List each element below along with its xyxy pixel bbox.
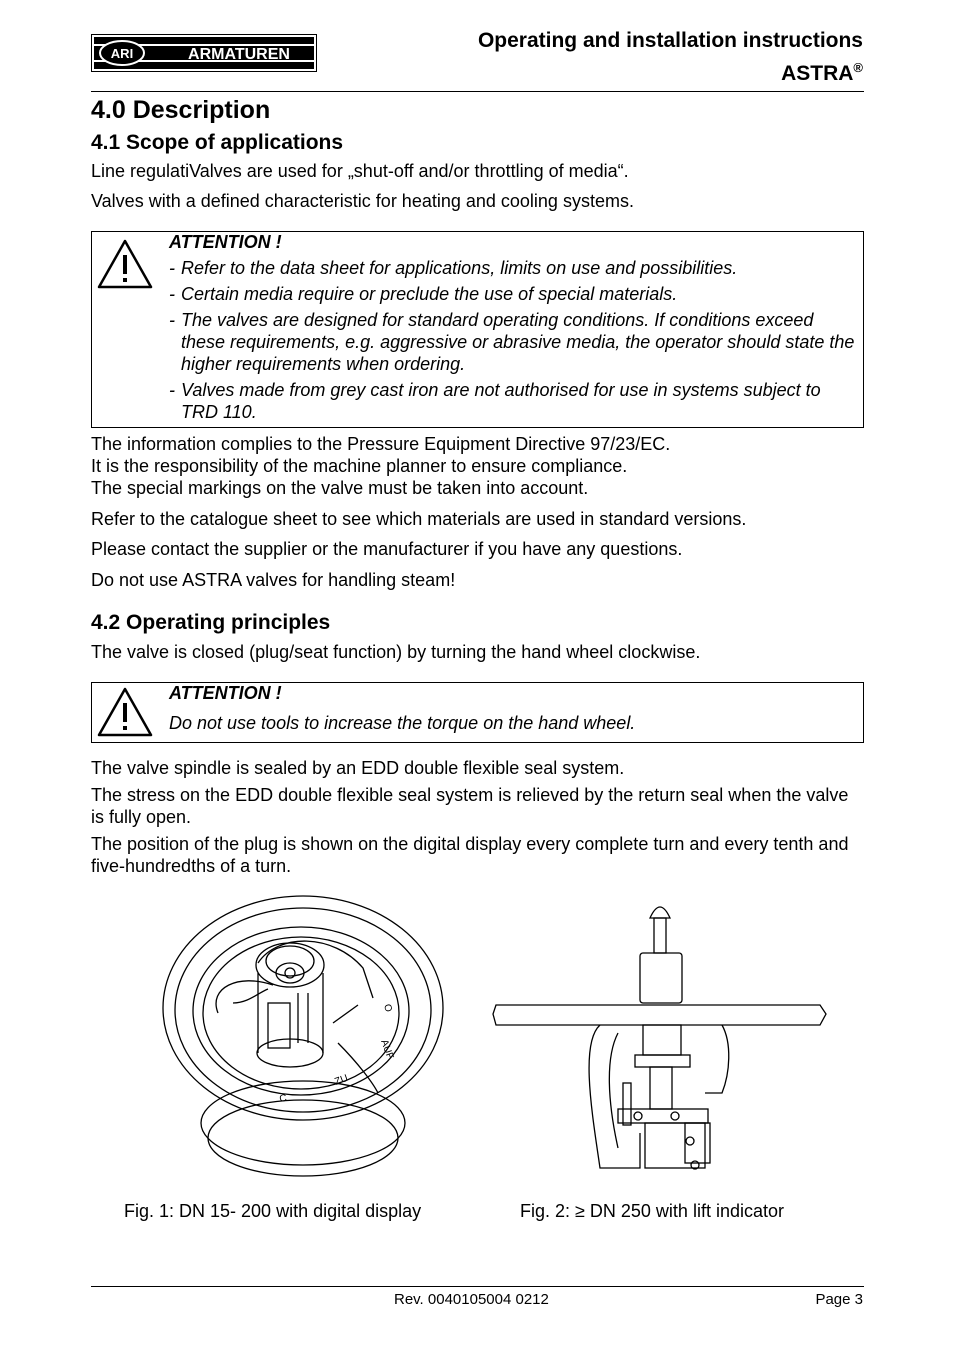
figure-2-lift-indicator-drawing bbox=[490, 893, 830, 1188]
label-zu: ZU bbox=[333, 1072, 350, 1088]
svg-text:ARI: ARI bbox=[110, 46, 134, 61]
attention-1-heading: ATTENTION ! bbox=[169, 232, 282, 252]
attention-2-heading: ATTENTION ! bbox=[169, 683, 282, 703]
label-open-o: O bbox=[381, 1002, 394, 1014]
operating-paragraph-2: The valve spindle is sealed by an EDD double flexible seal system. bbox=[91, 758, 625, 778]
revision-number: Rev. 0040105004 0212 bbox=[394, 1291, 549, 1308]
info-line-1: The information complies to the Pressure Equipment Directive 97/23/EC. bbox=[91, 434, 671, 454]
figure-2-caption: Fig. 2: ≥ DN 250 with lift indicator bbox=[520, 1201, 784, 1221]
contact-paragraph: Please contact the supplier or the manufacturer if you have any questions. bbox=[91, 539, 683, 559]
figure-1-handwheel-drawing bbox=[158, 893, 448, 1183]
warning-triangle-icon bbox=[96, 238, 154, 290]
attention-1-item: - Valves made from grey cast iron are not authorised for use in systems subject to TRD 110. bbox=[169, 379, 855, 423]
attention-1-body bbox=[169, 231, 855, 423]
info-line-3: The special markings on the valve must be taken into account. bbox=[91, 478, 589, 498]
scope-paragraph-2: Valves with a defined characteristic for heating and cooling systems. bbox=[91, 191, 634, 211]
catalogue-paragraph: Refer to the catalogue sheet to see which materials are used in standard versions. bbox=[91, 509, 747, 529]
page-number: Page 3 bbox=[815, 1291, 863, 1308]
attention-box-1 bbox=[91, 231, 864, 428]
operating-paragraph-3: The stress on the EDD double flexible seal system is relieved by the return seal when the valve is fully open. bbox=[91, 785, 849, 827]
document-title bbox=[478, 27, 863, 87]
info-line-2: It is the responsibility of the machine planner to ensure compliance. bbox=[91, 456, 628, 476]
figure-1-caption: Fig. 1: DN 15- 200 with digital display bbox=[124, 1201, 422, 1221]
attention-2-body bbox=[169, 682, 855, 734]
subsection-heading-operating: 4.2 Operating principles bbox=[91, 611, 331, 634]
label-close-c: C bbox=[278, 1092, 288, 1105]
operating-paragraph-4: The position of the plug is shown on the digital display every complete turn and every tenth and five-hundredths of a turn. bbox=[91, 834, 849, 876]
attention-box-2 bbox=[91, 682, 864, 743]
label-auf: AUF bbox=[378, 1038, 396, 1061]
ari-armaturen-logo bbox=[91, 34, 317, 72]
svg-text:ARMATUREN: ARMATUREN bbox=[188, 46, 290, 63]
title-line-2: ASTRA® bbox=[781, 60, 863, 85]
operating-paragraph-1: The valve is closed (plug/seat function) by turning the hand wheel clockwise. bbox=[91, 642, 701, 662]
attention-1-item: - Certain media require or preclude the use of special materials. bbox=[169, 283, 855, 305]
attention-1-item: - Refer to the data sheet for applications, limits on use and possibilities. bbox=[169, 257, 855, 279]
subsection-heading-scope: 4.1 Scope of applications bbox=[91, 131, 344, 154]
header-rule bbox=[91, 91, 864, 92]
scope-paragraph-1: Line regulatiValves are used for „shut-off and/or throttling of media“. bbox=[91, 161, 629, 181]
attention-1-item: - The valves are designed for standard operating conditions. If conditions exceed these requirements, e.g. aggressive or abrasive media, the operator should state the higher requirements when ordering. bbox=[169, 309, 855, 375]
warning-triangle-icon bbox=[96, 686, 154, 738]
steam-warning-paragraph: Do not use ASTRA valves for handling steam! bbox=[91, 570, 456, 590]
footer-rule bbox=[91, 1286, 864, 1287]
attention-2-text: Do not use tools to increase the torque on the hand wheel. bbox=[169, 713, 636, 733]
section-heading: 4.0 Description bbox=[91, 96, 271, 124]
title-line-1: Operating and installation instructions bbox=[477, 29, 863, 52]
